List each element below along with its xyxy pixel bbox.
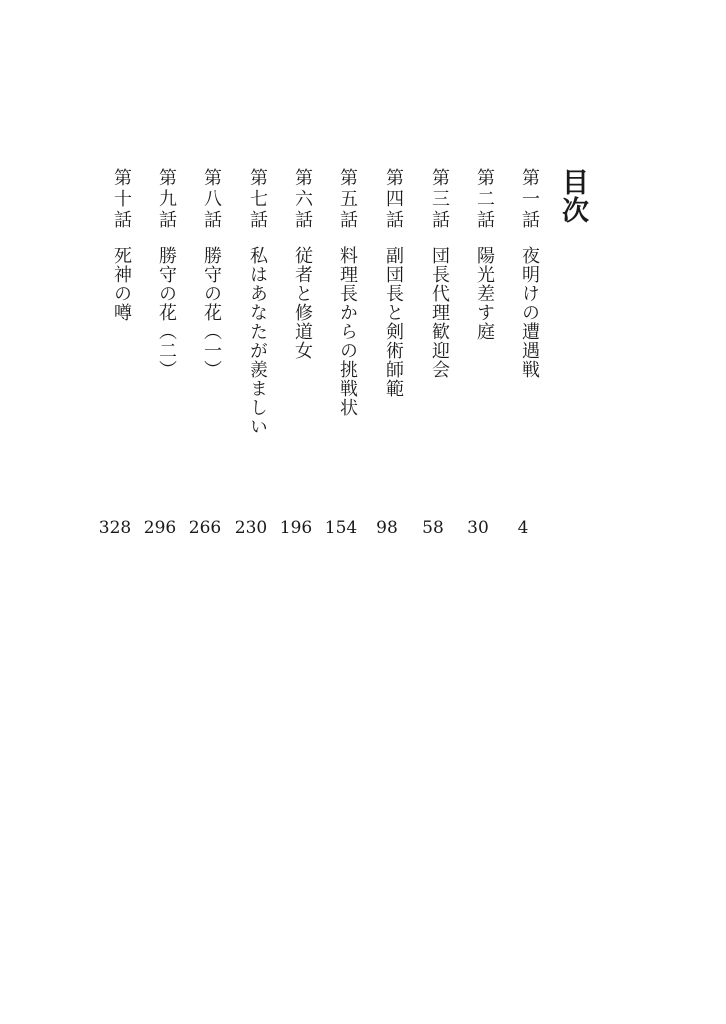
- toc-entry: [145, 168, 175, 568]
- chapter-number: 第五話: [337, 168, 358, 231]
- toc-entry: [236, 168, 266, 568]
- chapter-number: 第八話: [201, 168, 222, 231]
- toc-entry: [418, 168, 448, 568]
- chapter-title: 夜明けの遭遇戦: [519, 246, 540, 379]
- page-number: 154: [324, 518, 358, 538]
- chapter-title: 死神の噂: [111, 246, 132, 322]
- page-number: 296: [143, 518, 177, 538]
- page-number: 30: [467, 518, 489, 538]
- toc-entry: [508, 168, 538, 568]
- toc-entry: [100, 168, 130, 568]
- chapter-number: 第三話: [429, 168, 450, 231]
- page-number: 230: [234, 518, 268, 538]
- chapter-number: 第一話: [519, 168, 540, 231]
- chapter-number: 第六話: [292, 168, 313, 231]
- chapter-title: 私はあなたが羨ましい: [247, 246, 268, 436]
- chapter-number: 第九話: [156, 168, 177, 231]
- toc-title: 目次: [557, 168, 588, 224]
- chapter-title: 陽光差す庭: [474, 246, 495, 341]
- toc-entry: [463, 168, 493, 568]
- chapter-title: 副団長と剣術師範: [383, 246, 404, 398]
- page-number: 4: [517, 518, 529, 538]
- page-number: 266: [188, 518, 222, 538]
- chapter-number: 第二話: [474, 168, 495, 231]
- chapter-title: 料理長からの挑戦状: [337, 246, 358, 417]
- chapter-number: 第七話: [247, 168, 268, 231]
- chapter-title: 団長代理歓迎会: [429, 246, 450, 379]
- toc-entry: [281, 168, 311, 568]
- chapter-title: 従者と修道女: [292, 246, 313, 360]
- toc-entry: [190, 168, 220, 568]
- chapter-number: 第四話: [383, 168, 404, 231]
- page-number: 196: [279, 518, 313, 538]
- toc-entry: [326, 168, 356, 568]
- chapter-number: 第十話: [111, 168, 132, 231]
- chapter-title: 勝守の花（二）: [156, 246, 177, 379]
- chapter-title: 勝守の花（一）: [201, 246, 222, 379]
- page-number: 98: [376, 518, 398, 538]
- toc-entry: [372, 168, 402, 568]
- page-number: 328: [98, 518, 132, 538]
- page-number: 58: [422, 518, 444, 538]
